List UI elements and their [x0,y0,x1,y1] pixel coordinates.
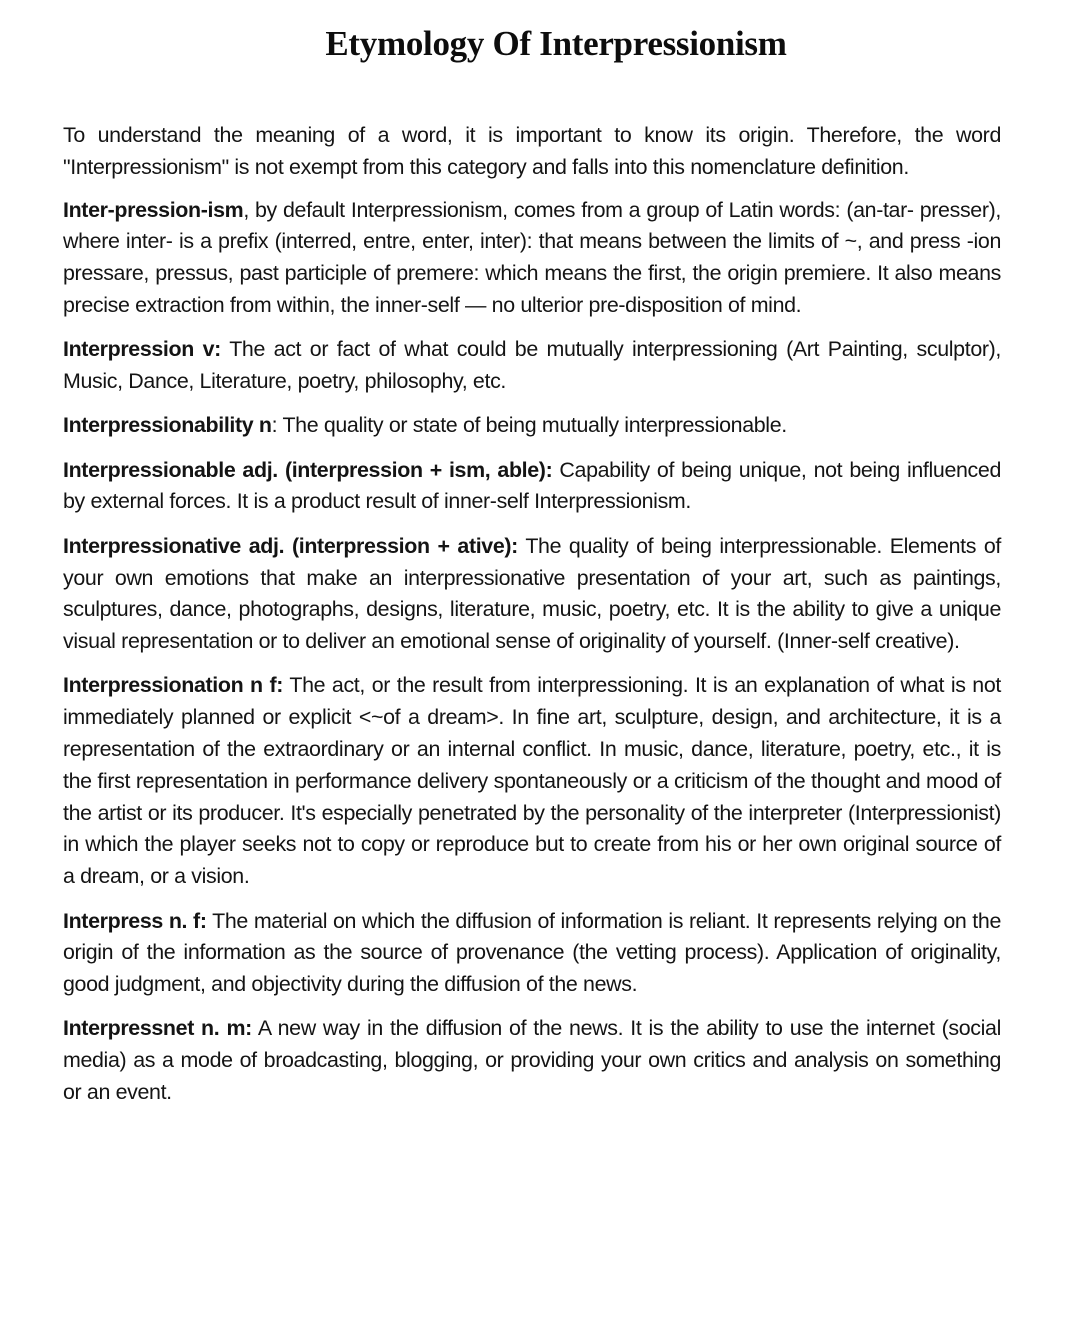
entry-definition: : The quality or state of being mutually interpressionable. [271,413,787,438]
entry-term: Interpressionative adj. (interpression + ative): [63,533,518,558]
definition-entry-interpressionation [63,670,1001,893]
entry-term: Interpressnet n. m: [63,1016,252,1041]
entry-term: Interpressionability n [63,413,272,438]
entry-term: Interpressionable adj. (interpression + ism, able): [63,457,553,482]
entry-definition: , by default Interpressionism, comes from a group of Latin words: (an-tar- presser), where inter- is a prefix (interred, entre, enter, inter): that means between the limits of ~, and press -ion pressare, pressus, past participle of premere: which means the first, the origin premiere. It also means precise extraction from within, the inner-self — no ulterior pre-disposition of mind. [63,197,1001,317]
entry-term: Inter-pression-ism [63,197,244,222]
definition-entry-interpression [63,334,1001,398]
entry-term: Interpression v: [63,337,221,362]
entry-term: Interpress n. f: [63,908,207,933]
entry-definition: The act or fact of what could be mutually interpressioning (Art Painting, sculptor), Music, Dance, Literature, poetry, philosophy, etc. [63,337,1001,394]
entry-definition: A new way in the diffusion of the news. It is the ability to use the internet (social media) as a mode of broadcasting, blogging, or providing your own critics and analysis on something or an event. [63,1016,1001,1105]
definition-entry-interpressnet [63,1013,1001,1108]
definition-entry-interpressionable [63,455,1001,519]
definition-entry-interpress [63,906,1001,1001]
entry-term: Interpressionation n f: [63,673,284,698]
entry-definition: The act, or the result from interpressioning. It is an explanation of what is not immediately planned or explicit <~of a dream>. In fine art, sculpture, design, and architecture, it is a representation of the extraordinary or an internal conflict. In music, dance, literature, poetry, etc., it is the first representation in performance delivery spontaneously or a criticism of the thought and mood of the artist or its producer. It's especially penetrated by the personality of the interpreter (Interpressionist) in which the player seeks not to copy or reproduce but to create from his or her own original source of a dream, or a vision. [63,673,1001,889]
entry-definition: The quality of being interpressionable. Elements of your own emotions that make an interpressionative presentation of your art, such as paintings, sculptures, dance, photographs, designs, literature, music, poetry, etc. It is the ability to give a unique visual representation or to deliver an emotional sense of originality of yourself. (Inner-self creative). [63,533,1001,654]
intro-paragraph: To understand the meaning of a word, it is important to know its origin. Therefore, the word "Interpressionism" is not exempt from this category and falls into this nomenclature definition. [63,123,1001,179]
definition-entry-inter-pression-ism [63,195,1001,322]
entry-definition: Capability of being unique, not being influenced by external forces. It is a product result of inner-self Interpressionism. [63,457,1001,514]
document-body [63,120,1001,1121]
definition-entry-interpressionative [63,531,1001,658]
definition-entry-interpressionability [63,410,1001,442]
entry-definition: The material on which the diffusion of information is reliant. It represents relying on the origin of the information as the source of provenance (the vetting process). Application of originality, good judgment, and objectivity during the diffusion of the news. [63,908,1001,997]
page-title: Etymology Of Interpressionism [325,24,787,63]
